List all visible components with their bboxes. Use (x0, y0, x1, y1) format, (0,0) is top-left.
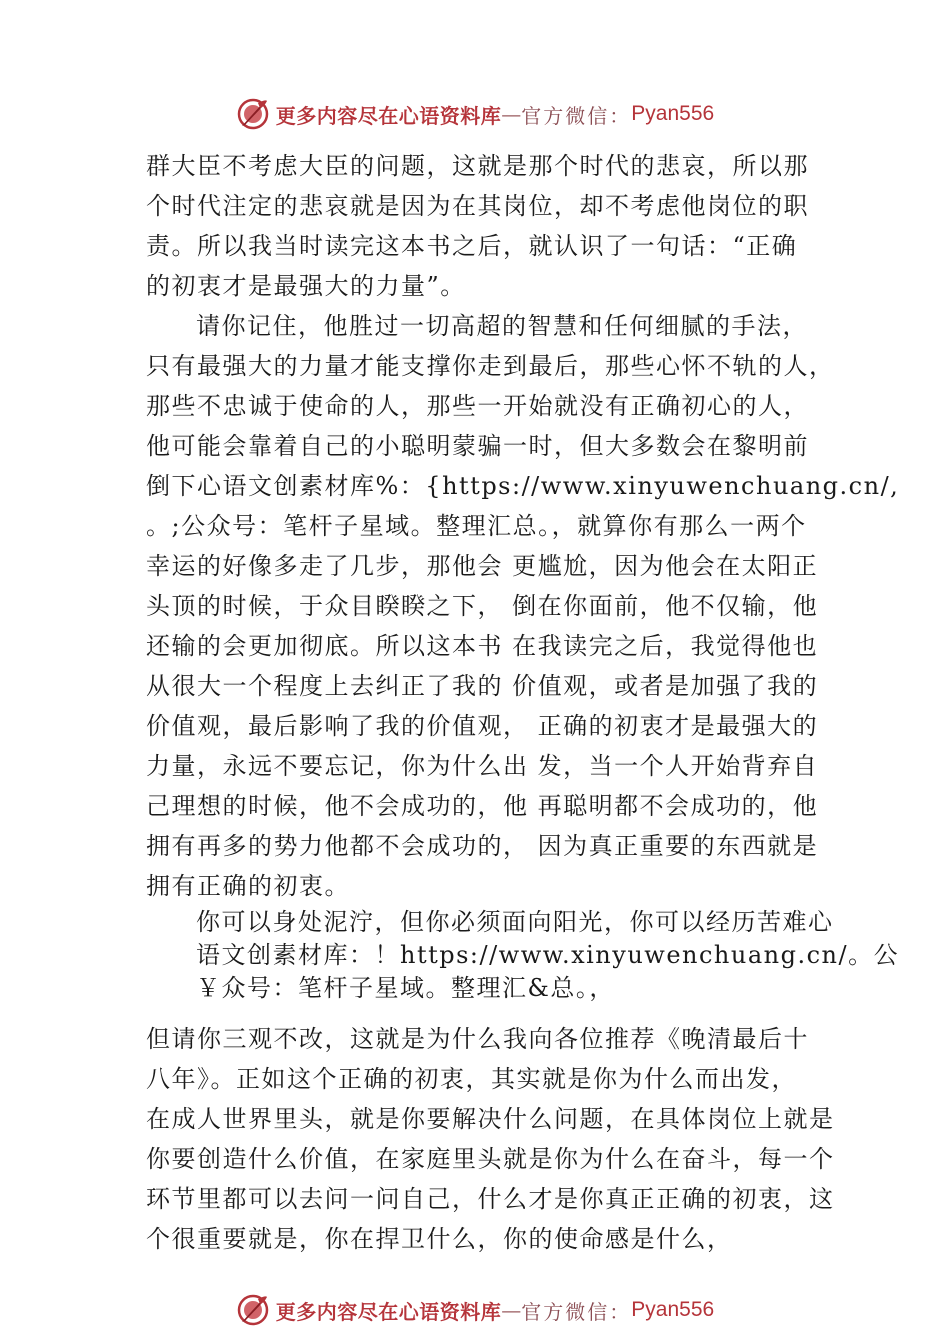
header-brand-text: 更多内容尽在心语资料库 (275, 103, 502, 128)
text-line: 从很大一个程度上去纠正了我的 价值观，或者是加强了我的 (146, 672, 819, 700)
text-line: 倒下心语文创素材库%：{https://www.xinyuwenchuang.cn/, (146, 472, 900, 500)
paragraph-3 (146, 1019, 836, 1259)
footer-banner (0, 1290, 950, 1330)
quote-line: 你可以身处泥泞，但你必须面向阳光，你可以经历苦难心 (196, 908, 834, 936)
text-line: 八年》。正如这个正确的初衷，其实就是你为什么而出发， (146, 1065, 797, 1093)
text-line: 还输的会更加彻底。所以这本书 在我读完之后，我觉得他也 (146, 632, 819, 660)
footer-wechat-id: Pyan556 (631, 1298, 715, 1321)
text-line: 只有最强大的力量才能支撑你走到最后，那些心怀不轨的人， (146, 352, 835, 380)
text-line: 个很重要就是，你在捍卫什么，你的使命感是什么， (146, 1225, 733, 1253)
footer-official-label: 官方微信： (521, 1299, 632, 1324)
quote-line: 语文创素材库：！https://www.xinyuwenchuang.cn/。公 (196, 941, 900, 969)
footer-dash: — (501, 1298, 522, 1322)
text-line: 己理想的时候，他不会成功的，他 再聪明都不会成功的，他 (146, 792, 819, 820)
header-official-label: 官方微信： (521, 103, 632, 128)
text-line: 力量，永远不要忘记，你为什么出 发，当一个人开始背弃自 (146, 752, 819, 780)
text-line: 个时代注定的悲哀就是因为在其岗位，却不考虑他岗位的职 (146, 192, 809, 220)
text-line: 头顶的时候，于众目睽睽之下， 倒在你面前，他不仅输，他 (146, 592, 819, 620)
text-line: 幸运的好像多走了几步，那他会 更尴尬，因为他会在太阳正 (146, 552, 819, 580)
footer-brand-text: 更多内容尽在心语资料库 (275, 1299, 502, 1324)
header-banner (0, 94, 950, 134)
quote-line: ￥众号：笔杆子星域。整理汇&总。， (196, 974, 615, 1002)
text-line: 。;公众号：笔杆子星域。整理汇总。，就算你有那么一两个 (146, 512, 807, 540)
text-line: 但请你三观不改，这就是为什么我向各位推荐《晚清最后十 (146, 1025, 809, 1053)
paragraph-2 (146, 306, 900, 906)
text-line: 环节里都可以去问一问自己，什么才是你真正正确的初衷，这 (146, 1185, 835, 1213)
text-line: 拥有再多的势力他都不会成功的， 因为真正重要的东西就是 (146, 832, 819, 860)
quill-seal-logo-icon (236, 1293, 270, 1327)
text-line: 他可能会靠着自己的小聪明蒙骗一时，但大多数会在黎明前 (146, 432, 809, 460)
text-line: 责。所以我当时读完这本书之后，就认识了一句话：“正确 (146, 232, 798, 260)
text-line: 请你记住，他胜过一切高超的智慧和任何细腻的手法， (196, 312, 808, 340)
quote-block (146, 906, 900, 1005)
text-line: 在成人世界里头，就是你要解决什么问题，在具体岗位上就是 (146, 1105, 835, 1133)
paragraph-1 (146, 146, 836, 306)
header-dash: — (501, 102, 522, 126)
document-body (146, 146, 900, 1259)
text-line: 拥有正确的初衷。 (146, 872, 350, 900)
text-line: 那些不忠诚于使命的人，那些一开始就没有正确初心的人， (146, 392, 809, 420)
text-line: 你要创造什么价值，在家庭里头就是你为什么在奋斗，每一个 (146, 1145, 835, 1173)
text-line: 群大臣不考虑大臣的问题，这就是那个时代的悲哀，所以那 (146, 152, 809, 180)
text-line: 的初衷才是最强大的力量”。 (146, 272, 466, 300)
quill-seal-logo-icon (236, 97, 270, 131)
text-line: 价值观，最后影响了我的价值观， 正确的初衷才是最强大的 (146, 712, 819, 740)
header-wechat-id: Pyan556 (631, 102, 715, 125)
